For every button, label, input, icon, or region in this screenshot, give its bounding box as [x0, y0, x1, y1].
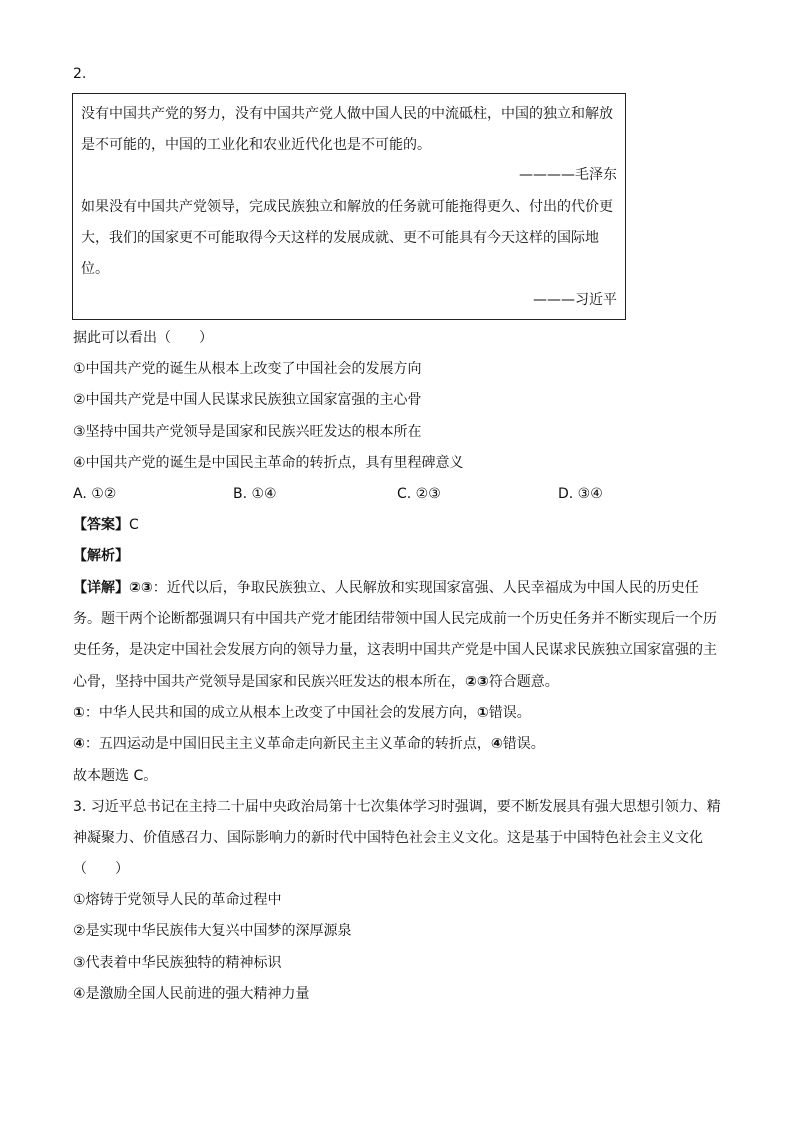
- detail-line: [73, 578, 699, 598]
- detail-line: [73, 672, 559, 692]
- detail-text: 心骨，坚持中国共产党领导是国家和民族兴旺发达的根本所在，: [73, 674, 465, 690]
- question-text: 3. 习近平总书记在主持二十届中央政治局第十七次集体学习时强调，要不断发展具有强大思想引领力、精: [73, 799, 721, 815]
- choice-item: ③坚持中国共产党领导是国家和民族兴旺发达的根本所在: [73, 424, 422, 440]
- quote-box: [72, 93, 626, 320]
- question-text: 神凝聚力、价值感召力、国际影响力的新时代中国特色社会主义文化。这是基于中国特色社会主义文化: [73, 830, 703, 846]
- error-explanation-1: [73, 703, 531, 723]
- error-tail: 错误。: [488, 705, 531, 721]
- error-explanation-4: [73, 734, 545, 754]
- error-ref: ①: [476, 705, 489, 721]
- detail-label: 【详解】: [73, 580, 129, 596]
- quote1-line: 没有中国共产党的努力，没有中国共产党人做中国人民的中流砥柱，中国的独立和解放: [81, 106, 613, 122]
- error-tail: 错误。: [502, 736, 545, 752]
- option-c: C. ②③: [397, 486, 441, 502]
- error-ref: ④: [73, 736, 85, 752]
- error-text: ：中华人民共和国的成立从根本上改变了中国社会的发展方向，: [84, 705, 477, 721]
- error-text: ：五四运动是中国旧民主主义革命走向新民主主义革命的转折点，: [84, 736, 491, 752]
- error-ref: ①: [73, 705, 85, 721]
- detail-text: 符合题意。: [488, 674, 559, 690]
- conclusion: 故本题选 C。: [73, 768, 158, 784]
- quote2-author: ———习近平: [533, 292, 617, 308]
- choice-item: ①中国共产党的诞生从根本上改变了中国社会的发展方向: [73, 361, 422, 377]
- error-ref: ④: [490, 736, 503, 752]
- detail-line: 务。题干两个论断都强调只有中国共产党才能团结带领中国人民完成前一个历史任务并不断实现后一个历: [73, 611, 717, 627]
- answer-label: 【答案】: [73, 517, 129, 533]
- choice-item: ④是激励全国人民前进的强大精神力量: [73, 986, 310, 1002]
- quote2-line: 大，我们的国家更不可能取得今天这样的发展成就、更不可能具有今天这样的国际地: [81, 230, 599, 246]
- quote1-author: ————毛泽东: [519, 167, 617, 183]
- choice-item: ④中国共产党的诞生是中国民主革命的转折点，具有里程碑意义: [73, 455, 464, 471]
- question-number: 2.: [73, 66, 87, 82]
- question-paren: （ ）: [73, 861, 129, 877]
- detail-line: 史任务，是决定中国社会发展方向的领导力量，这表明中国共产党是中国人民谋求民族独立国家富强的主: [73, 642, 717, 658]
- detail-ref: ②③: [129, 580, 153, 596]
- choice-item: ①熔铸于党领导人民的革命过程中: [73, 892, 282, 908]
- quote2-line: 位。: [81, 261, 109, 277]
- detail-text: ：近代以后，争取民族独立、人民解放和实现国家富强、人民幸福成为中国人民的历史任: [152, 580, 699, 596]
- quote2-line: 如果没有中国共产党领导，完成民族独立和解放的任务就可能拖得更久、付出的代价更: [81, 199, 613, 215]
- choice-item: ②中国共产党是中国人民谋求民族独立国家富强的主心骨: [73, 392, 422, 408]
- option-d: D. ③④: [558, 486, 603, 502]
- choice-item: ③代表着中华民族独特的精神标识: [73, 955, 282, 971]
- option-a: A. ①②: [73, 486, 117, 502]
- option-b: B. ①④: [233, 486, 277, 502]
- question-stem: 据此可以看出（ ）: [73, 330, 213, 346]
- analysis-label: 【解析】: [73, 548, 129, 564]
- detail-ref: ②③: [465, 674, 489, 690]
- choice-item: ②是实现中华民族伟大复兴中国梦的深厚源泉: [73, 923, 352, 939]
- answer-value: C: [129, 517, 139, 533]
- quote1-line: 是不可能的，中国的工业化和农业近代化也是不可能的。: [81, 137, 431, 153]
- answer-row: [73, 515, 139, 535]
